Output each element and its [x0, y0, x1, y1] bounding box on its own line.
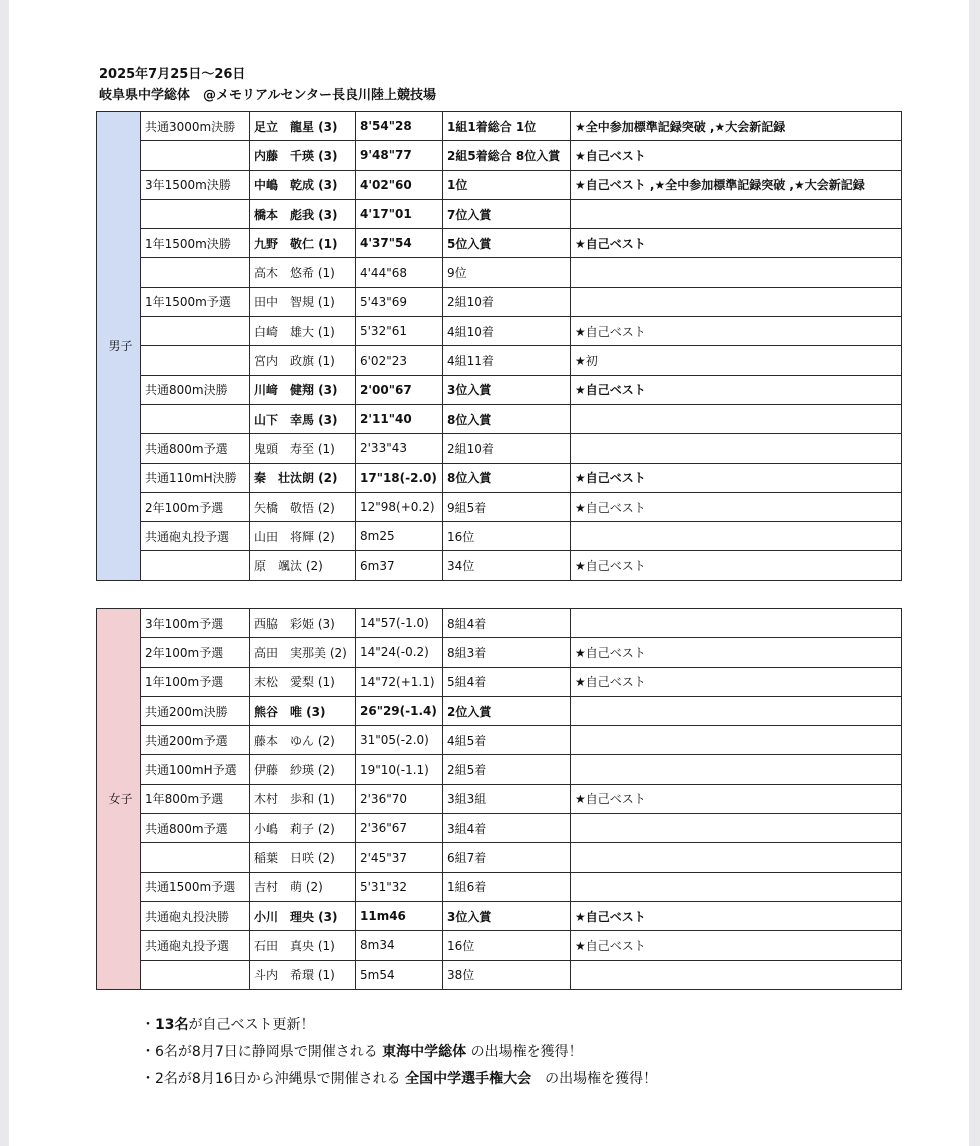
record-cell: 2'45"37 — [356, 843, 443, 872]
placing-cell: 9組5着 — [443, 492, 571, 521]
note-cell: ★自己ベスト — [571, 463, 902, 492]
athlete-name-cell: 中嶋 乾成 (3) — [250, 170, 356, 199]
note-cell — [571, 960, 902, 989]
record-cell: 4'17"01 — [356, 199, 443, 228]
record-cell: 6m37 — [356, 551, 443, 580]
placing-cell: 34位 — [443, 551, 571, 580]
record-cell: 6'02"23 — [356, 346, 443, 375]
note-cell — [571, 287, 902, 316]
note-cell: ★自己ベスト — [571, 492, 902, 521]
event-cell: 3年100m予選 — [141, 609, 250, 638]
placing-cell: 6組7着 — [443, 843, 571, 872]
placing-cell: 8組3着 — [443, 638, 571, 667]
result-row — [97, 551, 902, 580]
record-cell: 8m25 — [356, 522, 443, 551]
record-cell: 5'31"32 — [356, 872, 443, 901]
event-cell: 2年100m予選 — [141, 638, 250, 667]
event-cell — [141, 843, 250, 872]
record-cell: 5'43"69 — [356, 287, 443, 316]
record-cell: 12"98(+0.2) — [356, 492, 443, 521]
result-row — [97, 755, 902, 784]
athlete-name-cell: 田中 智規 (1) — [250, 287, 356, 316]
placing-cell: 3組3組 — [443, 784, 571, 813]
athlete-name-cell: 橋本 彪我 (3) — [250, 199, 356, 228]
event-cell — [141, 199, 250, 228]
result-row — [97, 726, 902, 755]
meet-date: 2025年7月25日～26日 — [99, 67, 246, 82]
note-cell: ★自己ベスト — [571, 317, 902, 346]
result-row — [97, 931, 902, 960]
event-cell: 2年100m予選 — [141, 492, 250, 521]
record-cell: 14"72(+1.1) — [356, 667, 443, 696]
note-emphasis: 全国中学選手権大会 — [405, 1071, 532, 1087]
event-cell: 共通3000m決勝 — [141, 112, 250, 141]
record-cell: 11m46 — [356, 901, 443, 930]
note-line — [141, 1039, 657, 1066]
event-cell: 共通砲丸投決勝 — [141, 901, 250, 930]
note-cell: ★自己ベスト — [571, 551, 902, 580]
athlete-name-cell: 高田 実那美 (2) — [250, 638, 356, 667]
note-cell: ★自己ベスト — [571, 901, 902, 930]
event-cell: 共通110mH決勝 — [141, 463, 250, 492]
record-cell: 2'33"43 — [356, 434, 443, 463]
result-row — [97, 843, 902, 872]
record-cell: 5m54 — [356, 960, 443, 989]
placing-cell: 3位入賞 — [443, 375, 571, 404]
placing-cell: 3組4着 — [443, 814, 571, 843]
record-cell: 2'11"40 — [356, 404, 443, 433]
placing-cell: 9位 — [443, 258, 571, 287]
event-cell — [141, 346, 250, 375]
result-row — [97, 463, 902, 492]
note-cell — [571, 434, 902, 463]
athlete-name-cell: 石田 真央 (1) — [250, 931, 356, 960]
athlete-name-cell: 小川 理央 (3) — [250, 901, 356, 930]
record-cell: 26"29(-1.4) — [356, 696, 443, 725]
result-row — [97, 638, 902, 667]
result-row — [97, 170, 902, 199]
athlete-name-cell: 足立 龍星 (3) — [250, 112, 356, 141]
athlete-name-cell: 原 颯汰 (2) — [250, 551, 356, 580]
record-cell: 2'00"67 — [356, 375, 443, 404]
result-row — [97, 609, 902, 638]
note-emphasis: 東海中学総体 — [382, 1044, 467, 1060]
document-page — [9, 0, 969, 1146]
note-cell: ★自己ベスト — [571, 141, 902, 170]
note-emphasis: 13名 — [155, 1017, 189, 1033]
result-row — [97, 317, 902, 346]
note-line — [141, 1012, 657, 1039]
athlete-name-cell: 内藤 千瑛 (3) — [250, 141, 356, 170]
result-row — [97, 492, 902, 521]
note-cell: ★自己ベスト — [571, 375, 902, 404]
event-cell — [141, 404, 250, 433]
note-cell — [571, 843, 902, 872]
placing-cell: 16位 — [443, 931, 571, 960]
result-row — [97, 287, 902, 316]
record-cell: 14"57(-1.0) — [356, 609, 443, 638]
note-bullet: ・ — [141, 1044, 155, 1060]
event-cell: 3年1500m決勝 — [141, 170, 250, 199]
result-row — [97, 696, 902, 725]
record-cell: 14"24(-0.2) — [356, 638, 443, 667]
athlete-name-cell: 吉村 萌 (2) — [250, 872, 356, 901]
athlete-name-cell: 小嶋 莉子 (2) — [250, 814, 356, 843]
athlete-name-cell: 矢橋 敬悟 (2) — [250, 492, 356, 521]
event-cell — [141, 960, 250, 989]
result-row — [97, 346, 902, 375]
event-cell: 共通200m決勝 — [141, 696, 250, 725]
result-row — [97, 199, 902, 228]
record-cell: 4'44"68 — [356, 258, 443, 287]
note-cell: ★全中参加標準記録突破 ,★大会新記録 — [571, 112, 902, 141]
athlete-name-cell: 西脇 彩姫 (3) — [250, 609, 356, 638]
placing-cell: 8位入賞 — [443, 404, 571, 433]
note-text: が自己ベスト更新！ — [188, 1017, 315, 1033]
athlete-name-cell: 木村 歩和 (1) — [250, 784, 356, 813]
placing-cell: 1組1着総合 1位 — [443, 112, 571, 141]
athlete-name-cell: 山田 将輝 (2) — [250, 522, 356, 551]
event-cell — [141, 317, 250, 346]
placing-cell: 5組4着 — [443, 667, 571, 696]
event-cell: 共通800m決勝 — [141, 375, 250, 404]
event-cell — [141, 551, 250, 580]
placing-cell: 4組11着 — [443, 346, 571, 375]
note-text: の出場権を獲得！ — [531, 1071, 658, 1087]
placing-cell: 2位入賞 — [443, 696, 571, 725]
note-bullet: ・ — [141, 1071, 155, 1087]
placing-cell: 8組4着 — [443, 609, 571, 638]
note-cell — [571, 199, 902, 228]
athlete-name-cell: 鬼頭 寿至 (1) — [250, 434, 356, 463]
result-row — [97, 667, 902, 696]
result-row — [97, 960, 902, 989]
note-text: 2名が8月16日から沖縄県で開催される — [155, 1071, 406, 1087]
note-cell — [571, 258, 902, 287]
event-cell: 1年1500m予選 — [141, 287, 250, 316]
result-row — [97, 901, 902, 930]
note-cell — [571, 404, 902, 433]
event-cell: 共通100mH予選 — [141, 755, 250, 784]
result-row — [97, 258, 902, 287]
placing-cell: 2組10着 — [443, 434, 571, 463]
athlete-name-cell: 白崎 雄大 (1) — [250, 317, 356, 346]
event-cell: 共通1500m予選 — [141, 872, 250, 901]
event-cell: 1年100m予選 — [141, 667, 250, 696]
note-text: 6名が8月7日に静岡県で開催される — [155, 1044, 383, 1060]
record-cell: 19"10(-1.1) — [356, 755, 443, 784]
note-cell: ★自己ベスト — [571, 667, 902, 696]
boys-results-table — [96, 111, 902, 581]
result-row — [97, 522, 902, 551]
result-row — [97, 229, 902, 258]
record-cell: 2'36"70 — [356, 784, 443, 813]
result-row — [97, 141, 902, 170]
note-cell — [571, 814, 902, 843]
boys-group-label: 男子 — [97, 112, 141, 581]
note-cell — [571, 609, 902, 638]
event-cell — [141, 258, 250, 287]
event-cell: 1年1500m決勝 — [141, 229, 250, 258]
athlete-name-cell: 末松 愛梨 (1) — [250, 667, 356, 696]
note-cell: ★自己ベスト — [571, 784, 902, 813]
record-cell: 8m34 — [356, 931, 443, 960]
girls-results-body — [97, 609, 902, 990]
event-cell — [141, 141, 250, 170]
athlete-name-cell: 九野 敬仁 (1) — [250, 229, 356, 258]
note-cell: ★自己ベスト — [571, 638, 902, 667]
athlete-name-cell: 斗内 希環 (1) — [250, 960, 356, 989]
note-cell — [571, 522, 902, 551]
note-cell — [571, 696, 902, 725]
record-cell: 2'36"67 — [356, 814, 443, 843]
event-cell: 共通砲丸投予選 — [141, 931, 250, 960]
athlete-name-cell: 秦 壮汰朗 (2) — [250, 463, 356, 492]
record-cell: 17"18(-2.0) — [356, 463, 443, 492]
placing-cell: 2組5着総合 8位入賞 — [443, 141, 571, 170]
athlete-name-cell: 熊谷 唯 (3) — [250, 696, 356, 725]
result-row — [97, 872, 902, 901]
placing-cell: 38位 — [443, 960, 571, 989]
record-cell: 4'02"60 — [356, 170, 443, 199]
athlete-name-cell: 藤本 ゆん (2) — [250, 726, 356, 755]
result-row — [97, 375, 902, 404]
note-line — [141, 1066, 657, 1093]
girls-group-label: 女子 — [97, 609, 141, 990]
placing-cell: 4組10着 — [443, 317, 571, 346]
placing-cell: 4組5着 — [443, 726, 571, 755]
event-cell: 共通800m予選 — [141, 814, 250, 843]
note-cell: ★自己ベスト — [571, 931, 902, 960]
result-row — [97, 434, 902, 463]
event-cell: 共通砲丸投予選 — [141, 522, 250, 551]
record-cell: 8'54"28 — [356, 112, 443, 141]
record-cell: 4'37"54 — [356, 229, 443, 258]
boys-results-body — [97, 112, 902, 581]
placing-cell: 2組5着 — [443, 755, 571, 784]
placing-cell: 16位 — [443, 522, 571, 551]
note-cell: ★自己ベスト ,★全中参加標準記録突破 ,★大会新記録 — [571, 170, 902, 199]
result-row — [97, 404, 902, 433]
placing-cell: 8位入賞 — [443, 463, 571, 492]
placing-cell: 5位入賞 — [443, 229, 571, 258]
result-row — [97, 112, 902, 141]
record-cell: 9'48"77 — [356, 141, 443, 170]
athlete-name-cell: 稲葉 日咲 (2) — [250, 843, 356, 872]
note-cell — [571, 726, 902, 755]
girls-results-table — [96, 608, 902, 990]
athlete-name-cell: 山下 幸馬 (3) — [250, 404, 356, 433]
note-cell: ★自己ベスト — [571, 229, 902, 258]
result-row — [97, 784, 902, 813]
note-text: の出場権を獲得！ — [466, 1044, 583, 1060]
event-cell: 1年800m予選 — [141, 784, 250, 813]
note-cell — [571, 755, 902, 784]
summary-notes — [141, 1012, 657, 1093]
event-cell: 共通800m予選 — [141, 434, 250, 463]
athlete-name-cell: 宮内 政旗 (1) — [250, 346, 356, 375]
note-cell — [571, 872, 902, 901]
placing-cell: 7位入賞 — [443, 199, 571, 228]
record-cell: 31"05(-2.0) — [356, 726, 443, 755]
result-row — [97, 814, 902, 843]
event-cell: 共通200m予選 — [141, 726, 250, 755]
placing-cell: 1位 — [443, 170, 571, 199]
placing-cell: 2組10着 — [443, 287, 571, 316]
note-cell: ★初 — [571, 346, 902, 375]
athlete-name-cell: 伊藤 紗瑛 (2) — [250, 755, 356, 784]
placing-cell: 3位入賞 — [443, 901, 571, 930]
athlete-name-cell: 川﨑 健翔 (3) — [250, 375, 356, 404]
note-bullet: ・ — [141, 1017, 155, 1033]
placing-cell: 1組6着 — [443, 872, 571, 901]
athlete-name-cell: 高木 悠希 (1) — [250, 258, 356, 287]
meet-title: 岐阜県中学総体 @メモリアルセンター長良川陸上競技場 — [99, 88, 436, 103]
record-cell: 5'32"61 — [356, 317, 443, 346]
